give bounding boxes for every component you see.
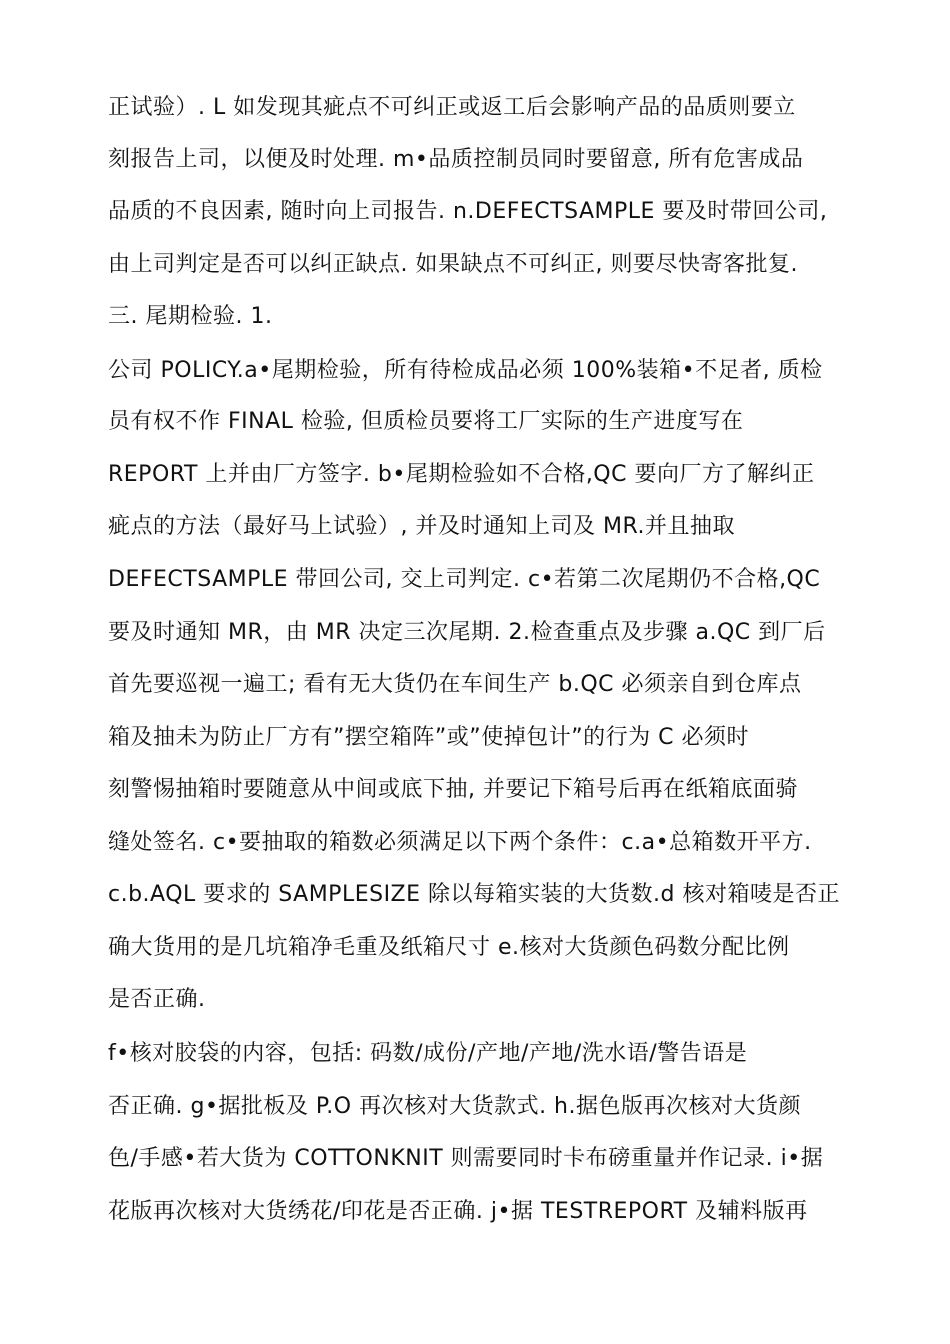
text-line: 箱及抽未为防止厂方有”摆空箱阵”或”使掉包计”的行为 C 必须时 [108, 725, 749, 750]
text-line: 正试验）. L 如发现其疵点不可纠正或返工后会影响产品的品质则要立 [108, 95, 796, 120]
text-line: 花版再次核对大货绣花/印花是否正确. j•据 TESTREPORT 及辅料版再 [108, 1199, 808, 1224]
text-line: DEFECTSAMPLE 带回公司, 交上司判定. c•若第二次尾期仍不合格,QC [108, 567, 821, 592]
text-line: 是否正确. [108, 987, 206, 1012]
text-line: 色/手感•若大货为 COTTONKNIT 则需要同时卡布磅重量并作记录. i•据 [108, 1146, 824, 1171]
text-line: 要及时通知 MR，由 MR 决定三次尾期. 2.检查重点及步骤 a.QC 到厂后 [108, 620, 826, 645]
text-line: 品质的不良因素, 随时向上司报告. n.DEFECTSAMPLE 要及时带回公司, [108, 199, 828, 224]
text-line: c.b.AQL 要求的 SAMPLESIZE 除以每箱实装的大货数.d 核对箱唛是否正 [108, 882, 840, 907]
text-line: 公司 POLICY.a•尾期检验，所有待检成品必须 100%装箱•不足者, 质检 [108, 358, 823, 383]
text-line: 疵点的方法（最好马上试验）, 并及时通知上司及 MR.并且抽取 [108, 514, 735, 539]
text-line: 缝处签名. c•要抽取的箱数必须满足以下两个条件：c.a•总箱数开平方. [108, 830, 812, 855]
text-line: REPORT 上并由厂方签字. b•尾期检验如不合格,QC 要向厂方了解纠正 [108, 462, 815, 487]
text-line: 刻警惕抽箱时要随意从中间或底下抽, 并要记下箱号后再在纸箱底面骑 [108, 777, 798, 802]
text-line: 否正确. g•据批板及 P.O 再次核对大货款式. h.据色版再次核对大货颜 [108, 1094, 801, 1119]
text-line: 确大货用的是几坑箱净毛重及纸箱尺寸 e.核对大货颜色码数分配比例 [108, 935, 790, 960]
text-line: 刻报告上司，以便及时处理. m•品质控制员同时要留意, 所有危害成品 [108, 147, 804, 172]
text-line: 员有权不作 FINAL 检验, 但质检员要将工厂实际的生产进度写在 [108, 409, 744, 434]
text-line: 首先要巡视一遍工; 看有无大货仍在车间生产 b.QC 必须亲自到仓库点 [108, 672, 802, 697]
text-line: 由上司判定是否可以纠正缺点. 如果缺点不可纠正, 则要尽快寄客批复. [108, 252, 798, 277]
text-line: f•核对胶袋的内容，包括: 码数/成份/产地/产地/洗水语/警告语是 [108, 1041, 748, 1066]
text-line: 三. 尾期检验. 1. [108, 304, 273, 329]
